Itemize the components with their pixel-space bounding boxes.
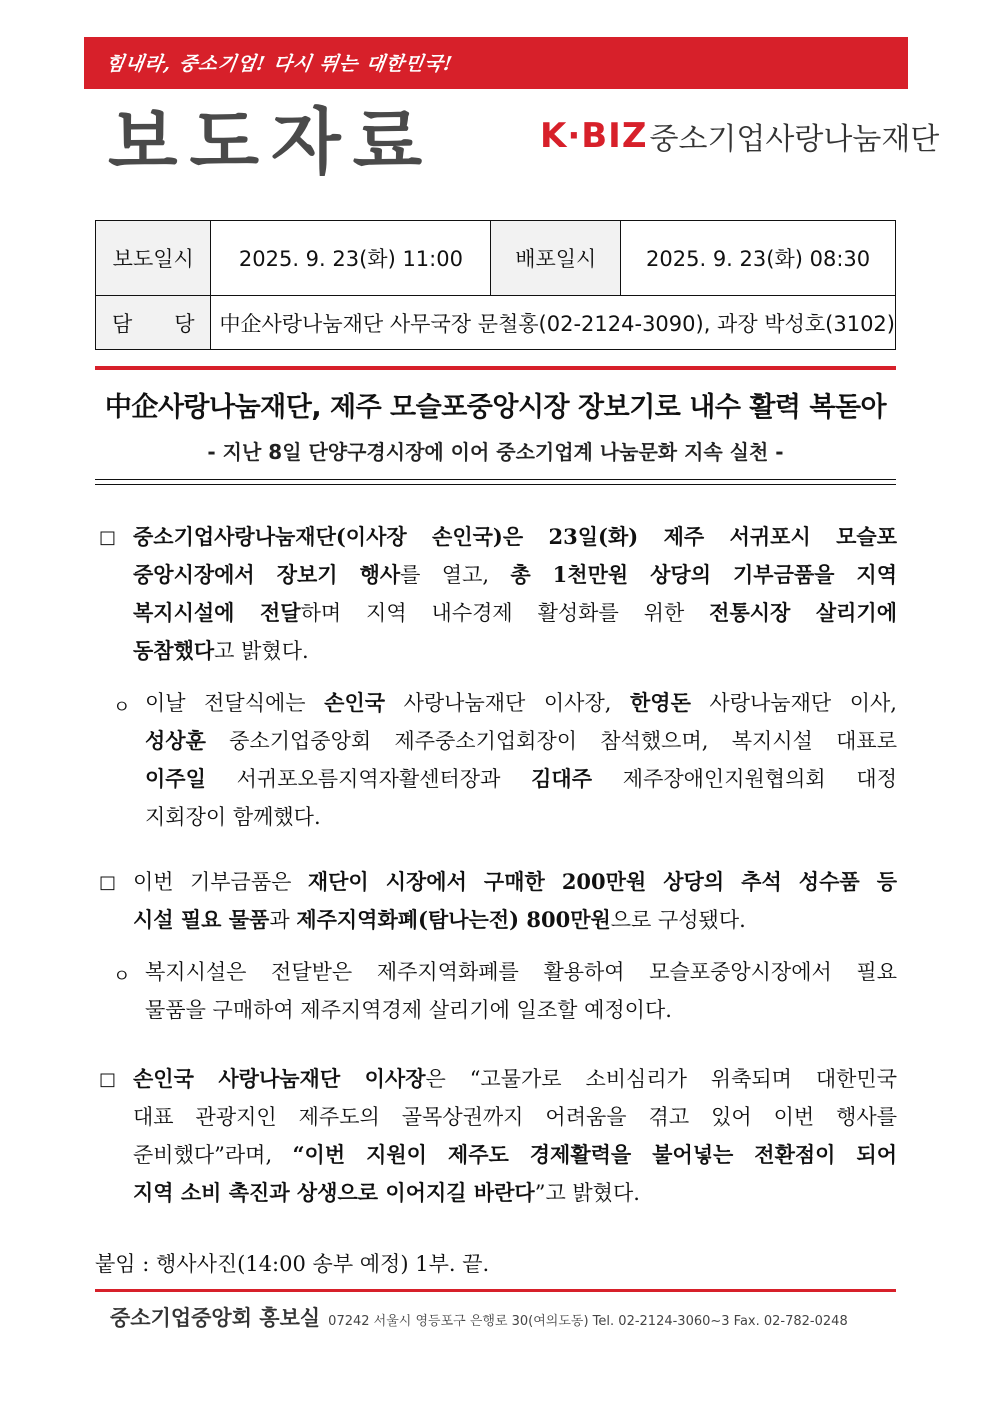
paragraph-1	[133, 518, 897, 670]
logo-org-name: 중소기업사랑나눔재단	[649, 122, 940, 157]
bold-text: 손인국 사랑나눔재단 이사장	[133, 1066, 426, 1091]
text: 중소기업중앙회 제주중소기업회장이 참석했으며, 복지시설 대표로	[205, 729, 897, 753]
detail-line	[145, 722, 897, 760]
bold-text: 전통시장 살리기에	[709, 600, 897, 625]
footer-rule	[95, 1289, 896, 1292]
text: 대표 관광지인 제주도의 골목상권까지 어려움을 겪고 있어 이번 행사를	[133, 1105, 897, 1129]
text: 사랑나눔재단 이사,	[690, 691, 897, 715]
headline: 中企사랑나눔재단, 제주 모슬포중앙시장 장보기로 내수 활력 복돋아	[104, 392, 887, 423]
bold-text: 중앙시장에서 장보기 행사	[133, 562, 401, 587]
bold-text: 재단이 시장에서 구매한 200만원 상당의 추석 성수품 등	[307, 869, 897, 894]
kbiz-logo	[540, 114, 939, 160]
paragraph-3-line	[133, 1136, 897, 1174]
paragraph-3	[133, 1060, 897, 1212]
bold-text: 동참했다	[133, 638, 215, 663]
bold-text: 복지시설에 전달	[133, 600, 301, 625]
detail-line	[145, 991, 897, 1029]
text: 를 열고,	[400, 563, 511, 587]
footer-address: 07242 서울시 영등포구 은행로 30(여의도동) Tel. 02-2124-3060~3 Fax. 02-782-0248	[328, 1314, 848, 1329]
release-title: 보도자료	[108, 100, 435, 184]
text: 물품을 구매하여 제주지역경제 살리기에 일조할 예정이다.	[145, 998, 672, 1022]
bold-text: 성상훈	[145, 728, 206, 753]
text: ”고 밝혔다.	[534, 1181, 640, 1205]
bold-text: 총 1천만원 상당의 기부금품을 지역	[510, 562, 897, 587]
text: 제주장애인지원협의회 대정	[592, 767, 897, 791]
circle-bullet: ㅇ	[113, 697, 131, 718]
paragraph-3-line	[133, 1060, 897, 1098]
text: 사랑나눔재단 이사장,	[385, 691, 630, 715]
paragraph-1-line	[133, 594, 897, 632]
text: 복지시설은 전달받은 제주지역화폐를 활용하여 모슬포중앙시장에서 필요	[145, 960, 897, 984]
square-bullet: □	[99, 872, 117, 893]
release-info-table	[95, 220, 896, 350]
square-bullet: □	[99, 1069, 117, 1090]
subheadline: - 지난 8일 단양구경시장에 이어 중소기업계 나눔문화 지속 실천 -	[207, 440, 784, 464]
text: 이번 기부금품은	[133, 870, 308, 894]
detail-line	[145, 953, 897, 991]
paragraph-1-line	[133, 632, 897, 670]
release-date-label: 보도일시	[96, 221, 211, 296]
text: 고 밝혔다.	[214, 639, 309, 663]
footer	[110, 1302, 848, 1332]
bold-text: 제주지역화폐(탐나는전) 800만원	[296, 907, 611, 932]
text: 준비했다”라며,	[133, 1143, 293, 1167]
logo-brand: K·BIZ	[540, 116, 648, 156]
bold-text: 중소기업사랑나눔재단(이사장 손인국)은 23일(화) 제주 서귀포시 모슬포	[133, 524, 897, 549]
bold-text: 손인국	[324, 690, 386, 715]
paragraph-2-detail	[145, 953, 897, 1029]
attachment-note: 붙임 : 행사사진(14:00 송부 예정) 1부. 끝.	[95, 1252, 490, 1276]
paragraph-2	[133, 863, 897, 939]
text: 과	[269, 908, 297, 932]
detail-line	[145, 684, 897, 722]
release-date-value: 2025. 9. 23(화) 11:00	[211, 221, 491, 296]
slogan-banner	[84, 37, 908, 89]
paragraph-1-line	[133, 556, 897, 594]
distribute-date-value: 2025. 9. 23(화) 08:30	[621, 221, 896, 296]
paragraph-3-line	[133, 1174, 897, 1212]
bold-text: “이번 지원이 제주도 경제활력을 불어넣는 전환점이 되어	[292, 1142, 897, 1167]
bold-text: 이주일	[145, 766, 206, 791]
contact-label: 담 당	[96, 296, 211, 350]
text: 은 “고물가로 소비심리가 위축되며 대한민국	[425, 1067, 897, 1091]
headline-top-rule	[95, 366, 896, 370]
paragraph-2-line	[133, 901, 897, 939]
distribute-date-label: 배포일시	[491, 221, 621, 296]
text: 이날 전달식에는	[145, 691, 325, 715]
headline-bottom-rule	[95, 479, 896, 485]
text: 서귀포오름지역자활센터장과	[205, 767, 532, 791]
slogan-text: 힘내라, 중소기업! 다시 뛰는 대한민국!	[104, 53, 455, 75]
circle-bullet: ㅇ	[113, 966, 131, 987]
bold-text: 지역 소비 촉진과 상생으로 이어지길 바란다	[133, 1180, 535, 1205]
text: 지회장이 함께했다.	[145, 805, 321, 829]
text: 하며 지역 내수경제 활성화를 위한	[300, 601, 710, 625]
paragraph-1-line	[133, 518, 897, 556]
contact-value: 中企사랑나눔재단 사무국장 문철홍(02-2124-3090), 과장 박성호(3102)	[211, 296, 896, 350]
square-bullet: □	[99, 527, 117, 548]
detail-line	[145, 760, 897, 798]
bold-text: 김대주	[531, 766, 592, 791]
paragraph-1-detail	[145, 684, 897, 836]
paragraph-2-line	[133, 863, 897, 901]
footer-org: 중소기업중앙회 홍보실	[110, 1306, 321, 1330]
bold-text: 한영돈	[630, 690, 691, 715]
paragraph-3-line	[133, 1098, 897, 1136]
text: 으로 구성됐다.	[610, 908, 746, 932]
bold-text: 시설 필요 물품	[133, 907, 270, 932]
detail-line	[145, 798, 897, 836]
